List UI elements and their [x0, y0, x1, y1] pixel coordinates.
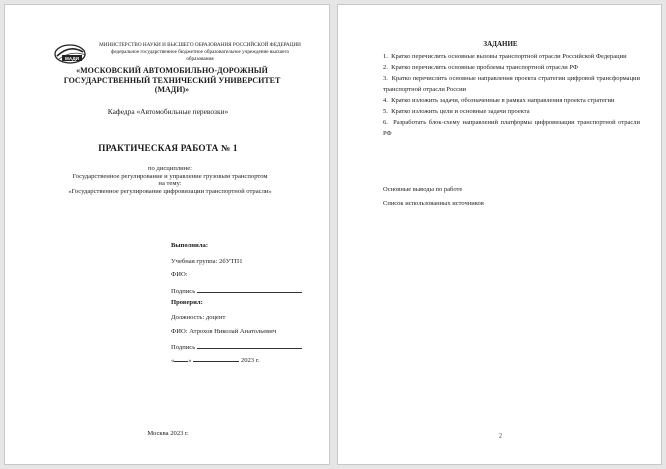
list-item [383, 62, 640, 73]
discipline: Государственное регулирование и управление грузовым транспортом [72, 172, 268, 180]
city-year: Москва 2023 г. [147, 430, 189, 437]
ministry-line: образования [186, 55, 214, 62]
topic: «Государственное регулирование цифровизации транспортной отрасли» [68, 187, 272, 195]
checker-fio: ФИО: Атрохов Николай Анатольевич [171, 328, 277, 335]
date-quote-close: » [188, 357, 192, 364]
item-number: 2. [383, 64, 388, 71]
university-line: (МАДИ)» [154, 85, 190, 94]
item-number: 6. [383, 119, 388, 126]
checker-position: Должность: доцент [171, 314, 226, 321]
checker-signature [171, 342, 302, 351]
signature-line [197, 342, 302, 349]
ministry-header [91, 42, 309, 62]
item-number: 3. [383, 75, 388, 82]
list-item [383, 95, 640, 106]
month-blank [193, 355, 239, 362]
discipline-label: по дисциплине: [148, 165, 192, 172]
topic-label: на тему: [158, 180, 182, 188]
item-number: 5. [383, 108, 388, 115]
item-text: Кратко перечислить основные проблемы транспортной отрасли РФ [391, 64, 578, 71]
date-quote-open: « [171, 357, 175, 364]
item-text: Кратко перечислить основные вызовы транспортной отрасли Российской Федерации [391, 53, 627, 60]
item-text: Кратко изложить цели и основные задачи проекта [391, 108, 530, 115]
references: Список использованных источников [383, 200, 484, 207]
ministry-line: МИНИСТЕРСТВО НАУКИ И ВЫСШЕГО ОБРАЗОВАНИЯ РОССИЙСКОЙ ФЕДЕРАЦИИ [99, 42, 301, 48]
signature-line [197, 286, 302, 293]
day-blank [174, 355, 188, 362]
group: Учебная группа: 2бУТП1 [171, 258, 243, 265]
list-item [383, 51, 640, 62]
list-item [383, 73, 640, 95]
department: Кафедра «Автомобильные перевозки» [107, 107, 229, 116]
date-year: 2023 г. [240, 357, 260, 364]
subject-block [25, 165, 315, 195]
signature-label: Подпись [171, 288, 196, 295]
ministry-line: федеральное государственное бюджетное образовательное учреждение высшего [110, 48, 290, 55]
performed-label: Выполнила: [171, 242, 209, 249]
task-page [337, 4, 662, 465]
university-name [41, 66, 303, 95]
title-page [4, 4, 330, 465]
student-fio-label: ФИО: [171, 271, 188, 278]
page-number: 2 [498, 433, 503, 440]
task-list [383, 51, 640, 139]
conclusions: Основные выводы по работе [383, 186, 463, 193]
student-signature [171, 286, 302, 295]
work-title: ПРАКТИЧЕСКАЯ РАБОТА № 1 [98, 143, 238, 153]
checked-label: Проверил: [171, 299, 203, 306]
madi-logo-icon [53, 42, 91, 66]
item-text: Кратко перечислить основные направления проекта стратегии цифровой трансформации транспортной отрасли России [383, 75, 641, 93]
university-line: ГОСУДАРСТВЕННЫЙ ТЕХНИЧЕСКИЙ УНИВЕРСИТЕТ [63, 75, 281, 85]
list-item [383, 117, 640, 139]
item-text: Разработать блок-схему направлений платформы цифровизации транспортной отрасли РФ [383, 119, 640, 137]
item-text: Кратко изложить задачи, обозначенные в рамках направления проекта стратегии [391, 97, 615, 104]
list-item [383, 106, 640, 117]
item-number: 1. [383, 53, 388, 60]
date-line [171, 355, 259, 364]
signature-label: Подпись [171, 344, 196, 351]
university-line: «МОСКОВСКИЙ АВТОМОБИЛЬНО-ДОРОЖНЫЙ [76, 66, 268, 75]
logo-text: МАДИ [65, 56, 79, 61]
item-number: 4. [383, 97, 388, 104]
task-heading: ЗАДАНИЕ [483, 40, 518, 48]
